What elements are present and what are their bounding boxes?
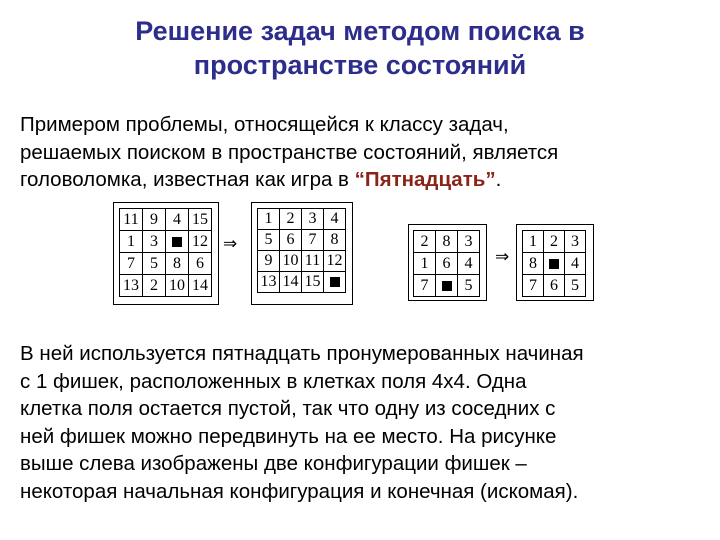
puzzle-tile: 2 bbox=[280, 209, 302, 230]
puzzle-tile: 6 bbox=[544, 275, 565, 297]
puzzle-tile: 7 bbox=[414, 275, 436, 297]
puzzle-tile: 5 bbox=[565, 275, 586, 297]
description-line: некоторая начальная конфигурация и конечная (искомая). bbox=[20, 479, 579, 503]
puzzle-tile: 13 bbox=[258, 272, 280, 293]
fifteen-start-frame bbox=[113, 202, 219, 305]
description-line: выше слева изображены две конфигурации фишек – bbox=[20, 452, 527, 475]
intro-line-3-text: головоломка, известная как игра в bbox=[20, 168, 355, 191]
puzzle-tile: 8 bbox=[523, 253, 544, 275]
intro-line-1: Примером проблемы, относящейся к классу задач, bbox=[20, 113, 509, 136]
puzzle-tile: 3 bbox=[143, 231, 166, 253]
puzzle-tile: 3 bbox=[565, 231, 586, 253]
description-paragraph bbox=[20, 340, 710, 505]
puzzle-tile: 15 bbox=[302, 272, 324, 293]
puzzle-tile: 6 bbox=[436, 253, 458, 275]
puzzle-tile: 12 bbox=[324, 251, 346, 272]
puzzle-tile: 1 bbox=[258, 209, 280, 230]
puzzle-tile: 6 bbox=[189, 253, 212, 275]
game-name-quote: “Пятнадцать” bbox=[354, 168, 496, 191]
puzzle-tile: 13 bbox=[120, 275, 143, 297]
puzzle-tile: 4 bbox=[458, 253, 480, 275]
puzzle-tile: 9 bbox=[143, 209, 166, 231]
puzzle-tile: 3 bbox=[302, 209, 324, 230]
puzzle-tile: 1 bbox=[120, 231, 143, 253]
puzzle-tile: 10 bbox=[166, 275, 189, 297]
puzzle-tile: 11 bbox=[302, 251, 324, 272]
puzzle-tile: 5 bbox=[458, 275, 480, 297]
description-line: ней фишек можно передвинуть на ее место. На рисунке bbox=[20, 424, 557, 448]
slide-title bbox=[40, 14, 680, 82]
puzzle-tile: 14 bbox=[189, 275, 212, 297]
puzzle-tile: 10 bbox=[280, 251, 302, 272]
fifteen-goal-frame bbox=[251, 202, 353, 305]
puzzle-tile: 1 bbox=[523, 231, 544, 253]
eight-goal-frame bbox=[516, 224, 594, 301]
intro-line-3-end: . bbox=[495, 168, 502, 191]
puzzle-tile: 5 bbox=[143, 253, 166, 275]
intro-paragraph bbox=[20, 111, 710, 194]
description-line: клетка поля остается пустой, так что одну из соседних с bbox=[20, 397, 556, 420]
puzzle-tile: 15 bbox=[189, 209, 212, 231]
puzzle-tile: 5 bbox=[258, 230, 280, 251]
puzzle-tile: 14 bbox=[280, 272, 302, 293]
puzzle-tile: 8 bbox=[166, 253, 189, 275]
puzzle-tile: 4 bbox=[166, 209, 189, 231]
puzzle-tile: 2 bbox=[143, 275, 166, 297]
eight-start-frame bbox=[408, 224, 487, 301]
description-line: В ней используется пятнадцать пронумерованных начиная bbox=[20, 342, 584, 365]
puzzle-tile: 2 bbox=[544, 231, 565, 253]
puzzle-tile: 8 bbox=[324, 230, 346, 251]
intro-line-3 bbox=[20, 166, 710, 194]
puzzle-tile: 12 bbox=[189, 231, 212, 253]
puzzle-tile: 3 bbox=[458, 231, 480, 253]
puzzle-tile: 7 bbox=[523, 275, 544, 297]
puzzle-tile: 9 bbox=[258, 251, 280, 272]
fifteen-arrow: ⇒ bbox=[223, 234, 238, 254]
puzzle-tile: 4 bbox=[324, 209, 346, 230]
puzzle-tile: 2 bbox=[414, 231, 436, 253]
puzzle-tile: 7 bbox=[302, 230, 324, 251]
puzzle-tile: 7 bbox=[120, 253, 143, 275]
puzzle-tile: 6 bbox=[280, 230, 302, 251]
description-line: с 1 фишек, расположенных в клетках поля 4х4. Одна bbox=[20, 369, 527, 393]
puzzle-tile: 1 bbox=[414, 253, 436, 275]
puzzle-tile: 4 bbox=[565, 253, 586, 275]
intro-line-2: решаемых поиском в пространстве состояний, является bbox=[20, 140, 559, 164]
title-line-2: пространстве состояний bbox=[193, 50, 527, 80]
eight-arrow: ⇒ bbox=[495, 247, 510, 267]
puzzle-tile: 11 bbox=[120, 209, 143, 231]
title-line-1: Решение задач методом поиска в bbox=[135, 16, 585, 46]
puzzle-tile: 8 bbox=[436, 231, 458, 253]
